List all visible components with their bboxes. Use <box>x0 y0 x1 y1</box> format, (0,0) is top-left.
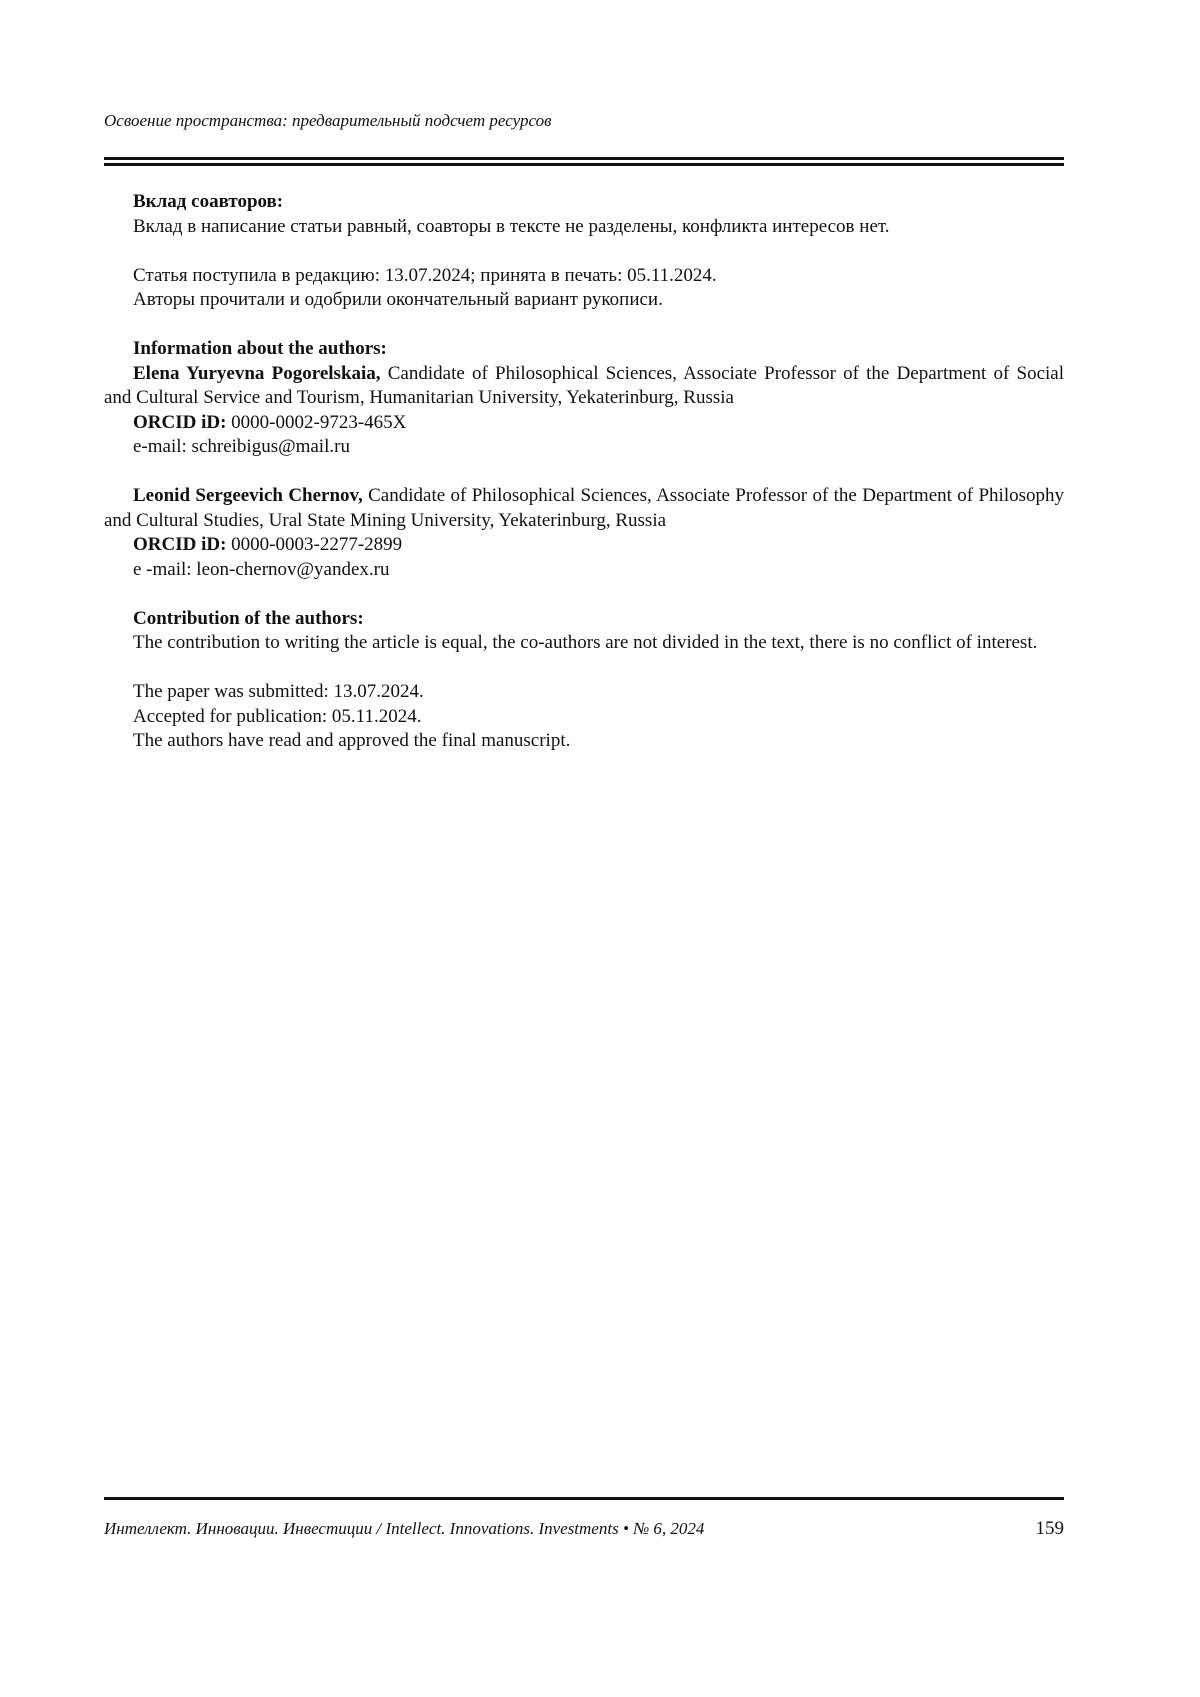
author-1-orcid-label: ORCID iD: <box>133 411 227 433</box>
author-2-orcid: 0000-0003-2277-2899 <box>226 534 403 555</box>
en-contribution-heading: Contribution of the authors: <box>133 607 364 629</box>
spacer <box>104 460 1064 485</box>
author-1-orcid: 0000-0002-9723-465X <box>226 411 407 433</box>
en-approved-note: The authors have read and approved the final manuscript. <box>133 730 571 751</box>
spacer <box>104 313 1064 338</box>
page-number: 159 <box>1035 1518 1064 1539</box>
en-submitted-date: The paper was submitted: 13.07.2024. <box>133 681 424 702</box>
ru-approved-note: Авторы прочитали и одобрили окончательный вариант рукописи. <box>133 289 663 310</box>
author-1-name: Elena Yuryevna Pogorelskaia, <box>133 362 381 384</box>
spacer <box>104 656 1064 681</box>
en-accepted-date: Accepted for publication: 05.11.2024. <box>133 705 422 727</box>
journal-citation: Интеллект. Инновации. Инвестиции / Intellect. Innovations. Investments • № 6, 2024 <box>104 1519 705 1538</box>
author-2-affiliation: Candidate of Philosophical Sciences, Associate Professor of the Department of Philosophy and Cultural Studies, Ural State Mining University, Yekaterinburg, Russia <box>104 485 1064 531</box>
footer-rule <box>104 1497 1064 1500</box>
author-2-email: e -mail: leon-chernov@yandex.ru <box>133 558 390 580</box>
en-info-heading: Information about the authors: <box>133 338 387 359</box>
page-footer <box>104 1516 1064 1542</box>
author-2-orcid-label: ORCID iD: <box>133 534 227 555</box>
ru-received-dates: Статья поступила в редакцию: 13.07.2024; принята в печать: 05.11.2024. <box>133 264 717 286</box>
header-rule-bottom <box>104 163 1064 166</box>
author-1-affiliation: Candidate of Philosophical Sciences, Associate Professor of the Department of Social and Cultural Service and Tourism, Humanitarian University, Yekaterinburg, Russia <box>104 362 1064 408</box>
author-1-email: e-mail: schreibigus@mail.ru <box>133 436 350 457</box>
spacer <box>104 239 1064 264</box>
header-rule-top <box>104 157 1064 160</box>
running-title: Освоение пространства: предварительный подсчет ресурсов <box>104 111 552 130</box>
author-2-orcid-line <box>104 533 1064 558</box>
spacer <box>104 582 1064 607</box>
ru-contribution-heading: Вклад соавторов: <box>133 191 284 212</box>
en-contribution-text: The contribution to writing the article is equal, the co-authors are not divided in the text, there is no conflict of interest. <box>133 632 1038 653</box>
article-end-matter <box>104 190 1064 754</box>
author-2-entry <box>104 484 1064 533</box>
author-2-name: Leonid Sergeevich Chernov, <box>133 485 363 506</box>
author-1-orcid-line <box>104 411 1064 436</box>
author-1-entry <box>104 362 1064 411</box>
ru-contribution-text: Вклад в написание статьи равный, соавторы в тексте не разделены, конфликта интересов нет. <box>133 215 890 237</box>
header-double-rule <box>104 157 1064 166</box>
